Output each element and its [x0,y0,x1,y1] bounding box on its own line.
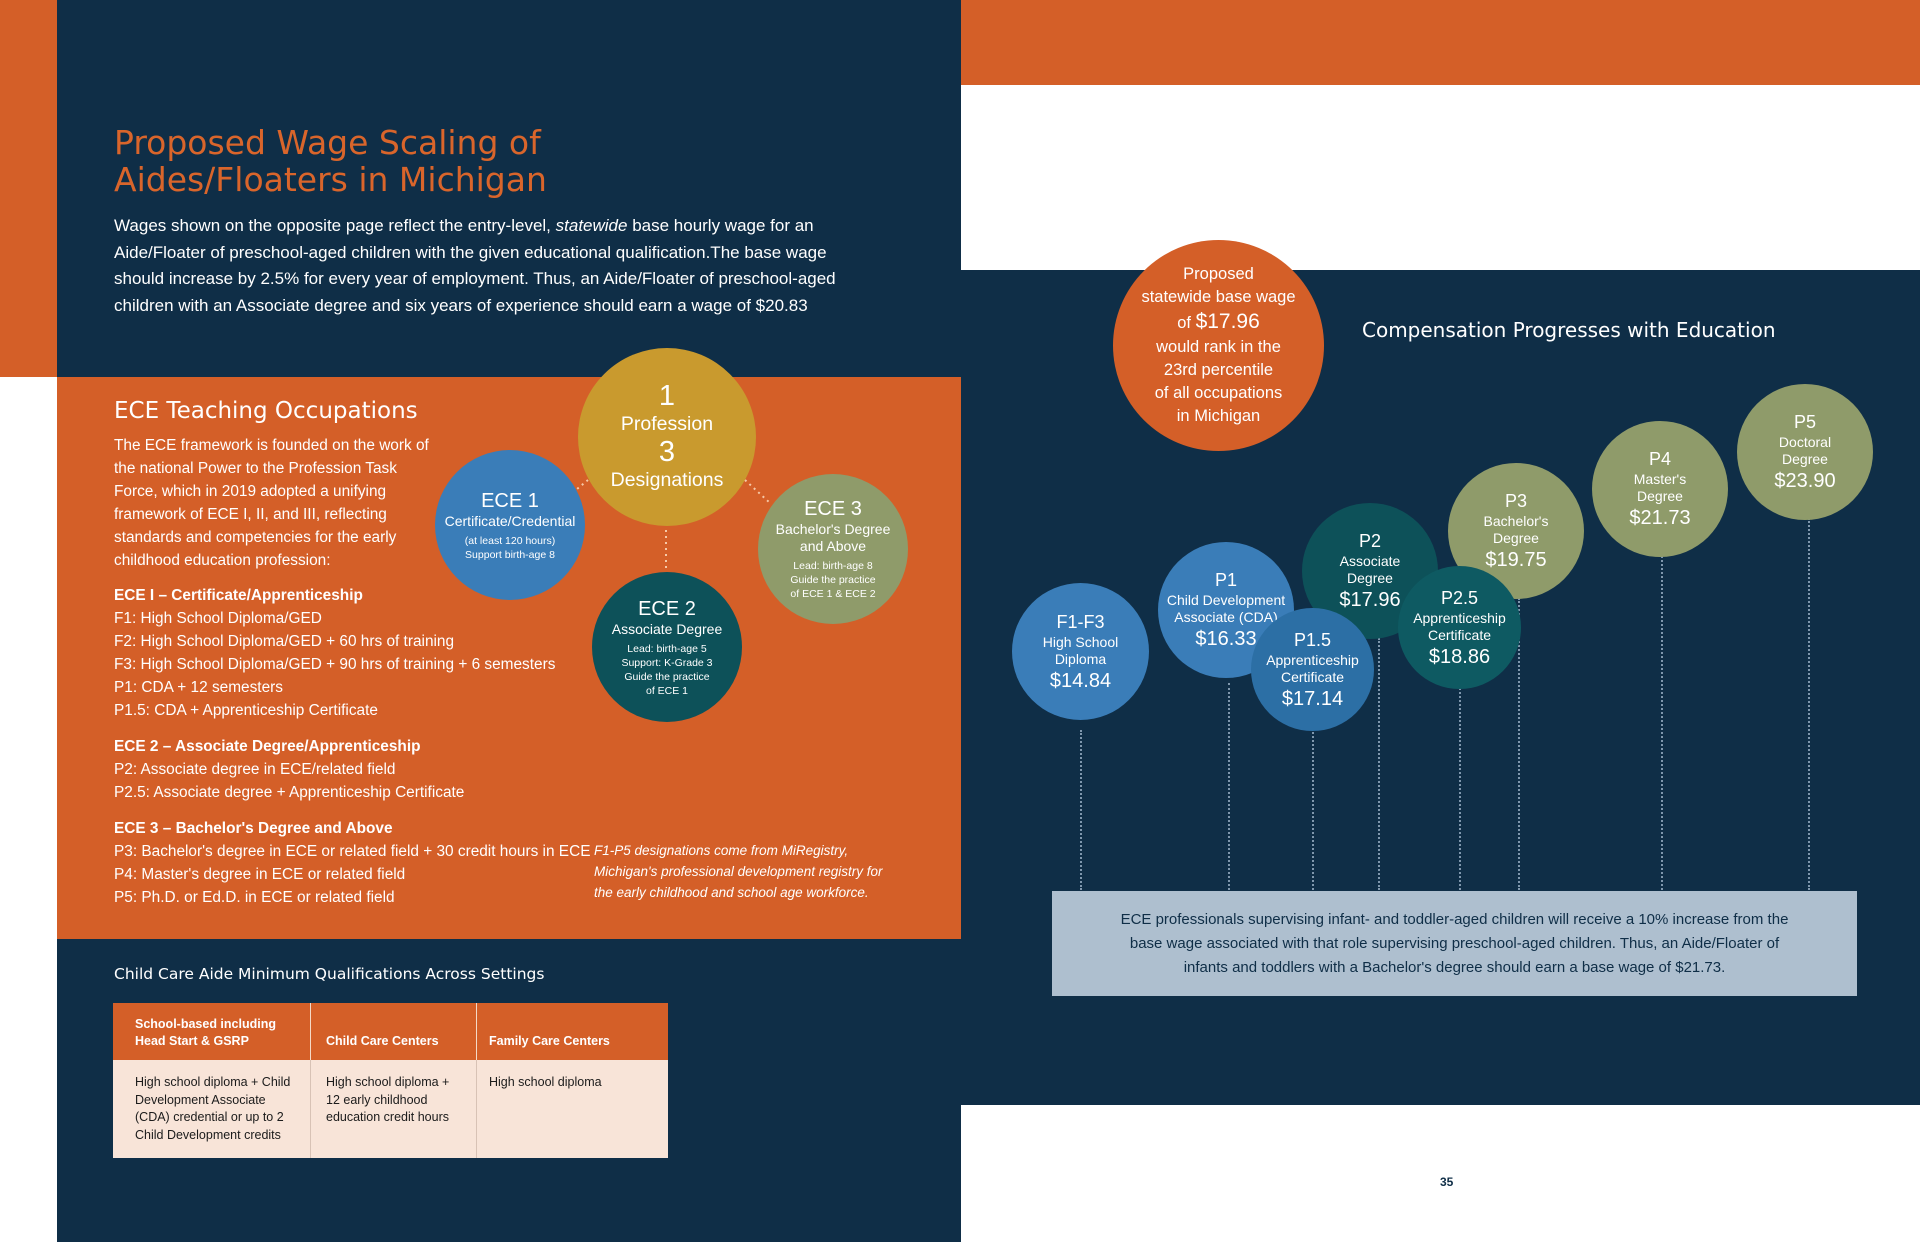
level-code: P5 [1793,412,1817,432]
proposed-wage-value: $17.96 [1195,310,1260,333]
level-wage: $18.86 [1428,645,1491,668]
ece2-detail: Lead: birth-age 5 [627,642,707,655]
level-name: Doctoral [1778,434,1832,450]
level-code: P3 [1504,491,1528,511]
ece3-item: P5: Ph.D. or Ed.D. in ECE or related field [114,889,395,906]
infant-toddler-info-box: ECE professionals supervising infant- and toddler-aged children will receive a 10% increase from the base wage associated with that role supervising preschool-aged children. Thus, an Aide/Floater of infants and toddlers with a Bachelor's degree should earn a base wage of $21.73. [1052,891,1857,996]
level-name: Apprenticeship [1266,651,1359,668]
level-wage: $16.33 [1195,628,1257,650]
ece3-detail: Lead: birth-age 8 [793,560,873,572]
level-name: Bachelor's [1483,513,1549,529]
proposed-wage-line: of $17.96 [1177,310,1260,333]
ece1-code: ECE 1 [481,489,539,512]
center-circle [578,348,756,526]
proposed-line: in Michigan [1176,407,1261,425]
level-code: P2.5 [1440,587,1479,608]
level-wage: $19.75 [1485,549,1547,571]
level-code: P4 [1648,449,1672,469]
ece3-detail: of ECE 1 & ECE 2 [790,588,876,600]
ece1-circle [435,450,585,600]
level-name: Master's [1633,471,1687,487]
proposed-line: statewide base wage [1141,288,1296,306]
proposed-line: of all occupations [1154,384,1283,402]
profession-count: 1 [658,380,676,412]
level-name: Certificate [1280,668,1345,685]
level-code: P1 [1214,570,1238,590]
leader-line-p4 [1661,556,1663,890]
qualifications-table [113,1003,668,1158]
level-wage: $14.84 [1049,669,1112,692]
ece2-detail: Guide the practice [624,670,710,683]
ece1-group-heading: ECE I – Certificate/Apprenticeship [114,587,363,604]
ece2-circle [592,572,742,722]
level-name: Diploma [1054,650,1107,667]
level-wage: $17.96 [1339,589,1401,611]
level-code: F1-F3 [1056,611,1105,632]
header-school-based [113,1003,311,1060]
ece1-item: F3: High School Diploma/GED + 90 hrs of training + 6 semesters [114,656,556,673]
ece2-group [114,735,584,804]
level-wage: $21.73 [1629,507,1691,529]
page-title: Proposed Wage Scaling of Aides/Floaters in Michigan [114,123,547,199]
ece3-item: P4: Master's degree in ECE or related field [114,866,406,883]
right-top-orange-band [961,0,1920,85]
header-family-care-centers: Family Care Centers [477,1003,669,1060]
level-circle-p2-5 [1398,566,1521,689]
ece3-circle [758,474,908,624]
level-circle-p5 [1737,384,1873,520]
level-code: P1.5 [1293,629,1332,650]
ece3-group-heading: ECE 3 – Bachelor's Degree and Above [114,820,393,837]
ece2-name: Associate Degree [611,620,723,637]
ece3-group [114,817,594,909]
header-school-line1: School-based including [135,1017,276,1031]
level-name: Degree [1637,488,1683,504]
header-child-care-centers: Child Care Centers [311,1003,477,1060]
ece3-item: P3: Bachelor's degree in ECE or related field + 30 credit hours in ECE [114,843,591,860]
level-name: Degree [1782,451,1828,467]
profession-label: Profession [620,413,714,435]
proposed-line: Proposed [1183,265,1254,283]
ece1-name: Certificate/Credential [444,512,576,529]
ece1-item: F1: High School Diploma/GED [114,610,322,627]
ece3-detail: Guide the practice [790,574,876,586]
ece2-detail: of ECE 1 [645,684,689,697]
cell-school-based: High school diploma + Child Development Associate (CDA) credential or up to 2 Child Development credits [113,1060,311,1158]
ece3-name: Bachelor's Degree [775,521,891,537]
leader-line-p2 [1378,638,1380,890]
compensation-chart-title: Compensation Progresses with Education [1362,318,1776,342]
level-name: Associate (CDA) [1174,609,1278,625]
intro-paragraph: Wages shown on the opposite page reflect the entry-level, statewide base hourly wage for an Aide/Floater of preschool-aged children with the given educational qualification.The base wage should increase by 2.5% for every year of employment. Thus, an Aide/Floater of preschool-aged children with an Associate degree and six years of experience should earn a wage of $20.83 [114,216,836,315]
level-circle-p4 [1592,421,1728,557]
ece1-detail: (at least 120 hours) [464,534,556,547]
page-number: 35 [1440,1175,1454,1189]
ece1-item: F2: High School Diploma/GED + 60 hrs of training [114,633,455,650]
ece3-name: and Above [799,538,867,554]
ece2-group-heading: ECE 2 – Associate Degree/Apprenticeship [114,738,421,755]
ece1-item: P1: CDA + 12 semesters [114,679,283,696]
table-header-row [113,1003,668,1060]
table-row [113,1060,668,1158]
header-school-line2: Head Start & GSRP [135,1034,249,1048]
cell-child-care-centers: High school diploma + 12 early childhood education credit hours [311,1060,477,1158]
level-name: High School [1042,633,1119,650]
proposed-wage-circle [1113,240,1324,451]
ece-section-title: ECE Teaching Occupations [114,398,418,424]
level-name: Associate [1339,553,1401,569]
level-wage: $23.90 [1774,470,1836,492]
designations-count: 3 [658,436,676,468]
leader-line-p2-5 [1459,688,1461,890]
level-circle-f1f3 [1012,583,1149,720]
leader-line-p1-5 [1312,728,1314,890]
level-name: Degree [1347,570,1393,586]
level-code: P2 [1358,531,1382,551]
leader-line-p5 [1808,518,1810,890]
level-name: Apprenticeship [1413,609,1506,626]
level-name: Degree [1493,530,1539,546]
ece2-item: P2.5: Associate degree + Apprenticeship Certificate [114,784,465,801]
proposed-line: 23rd percentile [1163,361,1274,379]
registry-note: F1-P5 designations come from MiRegistry, Michigan's professional development registry for the early childhood and school age workforce. [594,843,883,900]
level-name: Child Development [1166,592,1286,608]
ece1-detail: Support birth-age 8 [465,548,555,561]
cell-family-care-centers: High school diploma [477,1060,669,1158]
ece2-detail: Support: K-Grade 3 [621,656,713,669]
ece1-item: P1.5: CDA + Apprenticeship Certificate [114,702,378,719]
ece2-item: P2: Associate degree in ECE/related field [114,761,396,778]
level-wage: $17.14 [1281,687,1344,710]
ece2-code: ECE 2 [638,597,696,620]
framework-text: The ECE framework is founded on the work of the national Power to the Profession Task Force, which in 2019 adopted a unifying framework of ECE I, II, and III, reflecting standards and competencies for the early childhood education profession: [114,437,429,569]
level-circle-p1-5 [1251,608,1374,731]
proposed-line: would rank in the [1156,338,1281,356]
designations-label: Designations [610,469,724,491]
table-title: Child Care Aide Minimum Qualifications Across Settings [114,965,545,983]
ece3-code: ECE 3 [804,498,862,520]
leader-line-p1 [1228,683,1230,890]
level-name: Certificate [1427,626,1492,643]
leader-line-f1f3 [1080,730,1082,890]
